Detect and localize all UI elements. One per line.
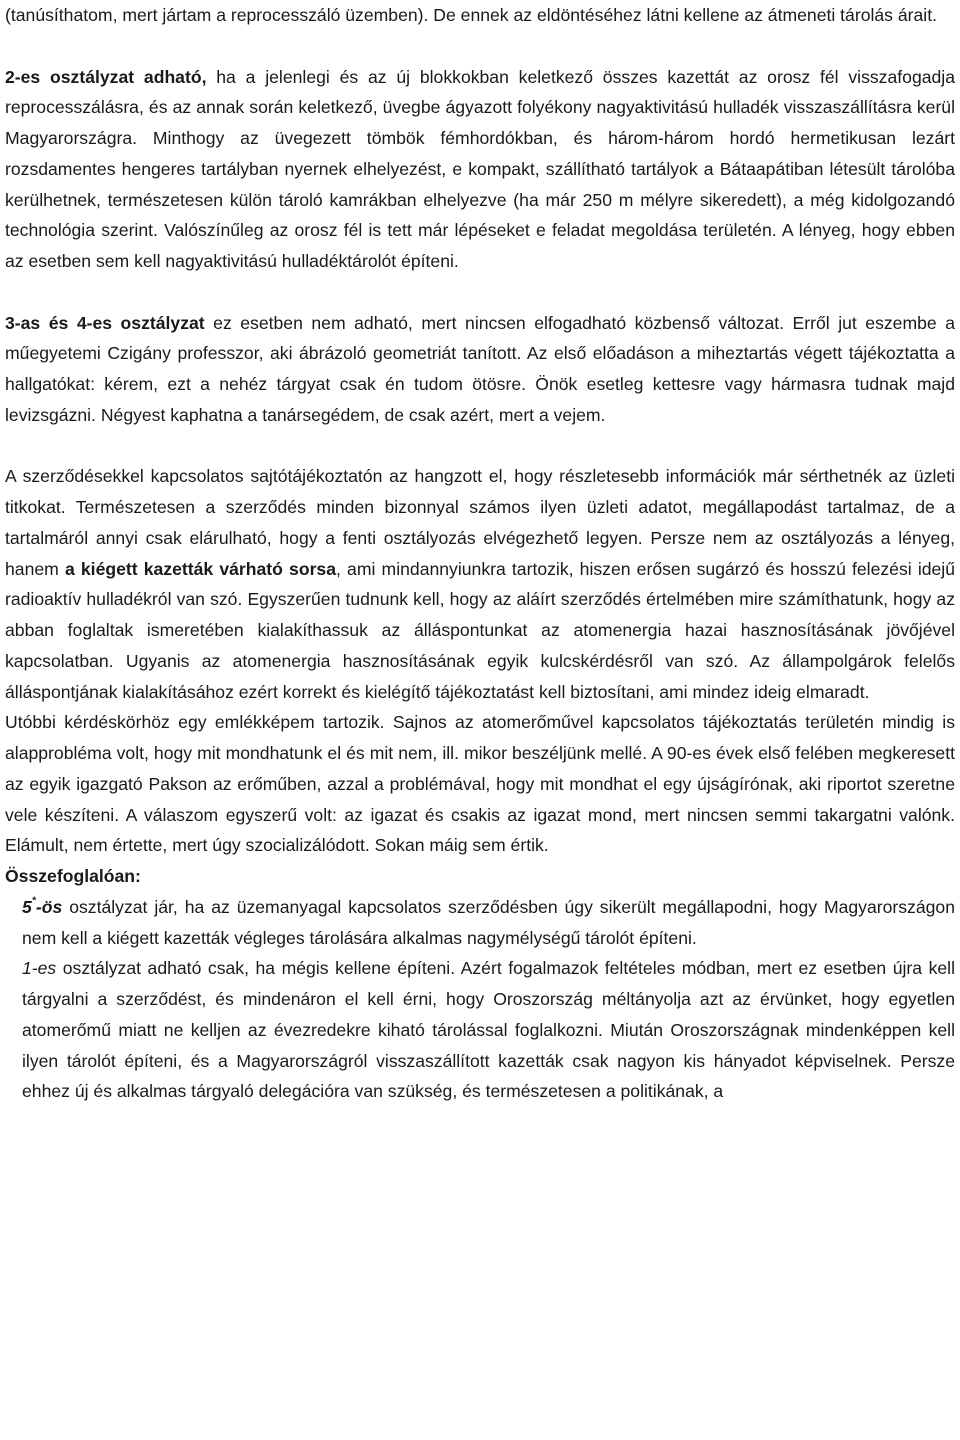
- contracts-text-before: A szerződésekkel kapcsolatos sajtótájékoztatón az hangzott el, hogy részletesebb információk már sérthetnék az üzleti titkokat. Természetesen a szerződés minden bizonnyal számos ilyen üzleti adatot, megállapodást tartalmaz, de a tartalmáról annyi csak elárulható, hogy a fenti osztályozás elvégezhető legyen. Persze nem az osztályozás a lényeg, hanem: [5, 466, 955, 579]
- grade-3-4-text: ez esetben nem adható, mert nincsen elfogadható közbenső változat. Erről jut eszembe a műegyetemi Czigány professzor, aki ábrázoló geometriát tanított. Az első előadáson a miheztartás végett tájékoztatta a hallgatókat: kérem, ezt a nehéz tárgyat csak én tudom ötösre. Önök esetleg kettesre vagy hármasra tudnak majd levizsgázni. Négyest kaphatna a tanársegédem, de csak azért, mert a vejem.: [5, 312, 955, 425]
- contracts-text-after: , ami mindannyiunkra tartozik, hiszen erősen sugárzó és hosszú felezési idejű radioaktív hulladékról van szó. Egyszerűen tudnunk kell, hogy az aláírt szerződés értelmében mire számíthatunk, hogy az abban foglaltak ismeretében kialakíthassuk az álláspontunkat az atomenergia hazai hasznosításának jövőjével kapcsolatban. Ugyanis az atomenergia hasznosításának egyik kulcskérdésről van szó. Az állampolgárok felelős álláspontjának kialakításához ezért korrekt és kielégítő tájékoztatást kell biztosítani, ami mindez ideig elmaradt.: [5, 558, 955, 702]
- paragraph-grade-1: [5, 953, 955, 1107]
- paragraph-contracts: [5, 461, 955, 707]
- contracts-emphasis: a kiégett kazetták várható sorsa: [64, 558, 337, 579]
- grade-5-number: 5: [22, 896, 32, 917]
- grade-5-suffix: -ös: [35, 896, 63, 917]
- grade-2-text: ha a jelenlegi és az új blokkokban keletkező összes kazettát az orosz fél visszafogadja reprocesszálásra, és az annak során keletkező, üvegbe ágyazott folyékony nagyaktivitású hulladék visszaszállításra kerül Magyarországra. Minthogy az üvegezett tömbök fémhordókban, és három-három hordó hermetikusan lezárt rozsdamentes hengeres tartályban nyernek elhelyezést, e kompakt, szállítható tartályok a Bátaapátiban létesült tárolóba kerülhetnek, természetesen külön tároló kamrákban elhelyezve (ha már 250 m mélyre sikeredett), a még kidolgozandó technológia szerint. Valószínűleg az orosz fél is tett már lépéseket e feladat megoldása területén. A lényeg, hogy ebben az esetben sem kell nagyaktivitású hulladéktárolót építeni.: [5, 66, 955, 271]
- grade-1-lead: 1-es: [22, 958, 57, 979]
- grade-5-text: osztályzat jár, ha az üzemanyagal kapcsolatos szerződésben úgy sikerült megállapodni, hogy Magyarországon nem kell a kiégett kazetták végleges tárolására alkalmas nagymélységű tárolót építeni.: [22, 896, 955, 948]
- blank-line: [5, 431, 955, 462]
- grade-5-asterisk: *: [31, 894, 36, 907]
- paragraph-memory: Utóbbi kérdéskörhöz egy emlékképem tartozik. Sajnos az atomerőművel kapcsolatos tájékoztatás területén mindig is alapprobléma volt, hogy mit mondhatunk el és mit nem, ill. mikor beszéljünk mellé. A 90-es évek első felében megkeresett az egyik igazgató Pakson az erőműben, azzal a problémával, hogy mit mondhat el egy újságírónak, aki riportot szeretne vele készíteni. A válaszom egyszerű volt: az igazat és csakis az igazat mond, mert nincsen semmi takargatni valónk. Elámult, nem értette, mert úgy szocializálódott. Sokan máig sem értik.: [5, 712, 955, 856]
- grade-1-text: osztályzat adható csak, ha mégis kellene építeni. Azért fogalmazok feltételes módban, mert ez esetben újra kell tárgyalni a szerződést, és mindenáron el kell érni, hogy Oroszország méltányolja azt az érvünket, hogy egyetlen atomerőmű miatt ne kelljen az évezredekre kiható tárolással foglalkozni. Miután Oroszországnak mindenképpen kell ilyen tárolót építeni, és a Magyarországról visszaszállított kazetták csak nagyon kis hányadot képviselnek. Persze ehhez új és alkalmas tárgyaló delegációra van szükség, és természetesen a politikának, a: [22, 958, 955, 1102]
- blank-line: [5, 277, 955, 308]
- paragraph-grade-2: [5, 62, 955, 277]
- paragraph-grade-5: [5, 892, 955, 954]
- grade-3-4-lead: 3-as és 4-es osztályzat: [5, 312, 205, 333]
- paragraph-grade-3-4: [5, 308, 955, 431]
- blank-line: [5, 31, 955, 62]
- document-page: [5, 0, 955, 1107]
- paragraph-intro: (tanúsíthatom, mert jártam a reprocesszáló üzemben). De ennek az eldöntéséhez látni kellene az átmeneti tárolás árait.: [5, 5, 937, 25]
- grade-2-lead: 2-es osztályzat adható,: [5, 66, 207, 87]
- summary-heading: Összefoglalóan:: [5, 866, 141, 886]
